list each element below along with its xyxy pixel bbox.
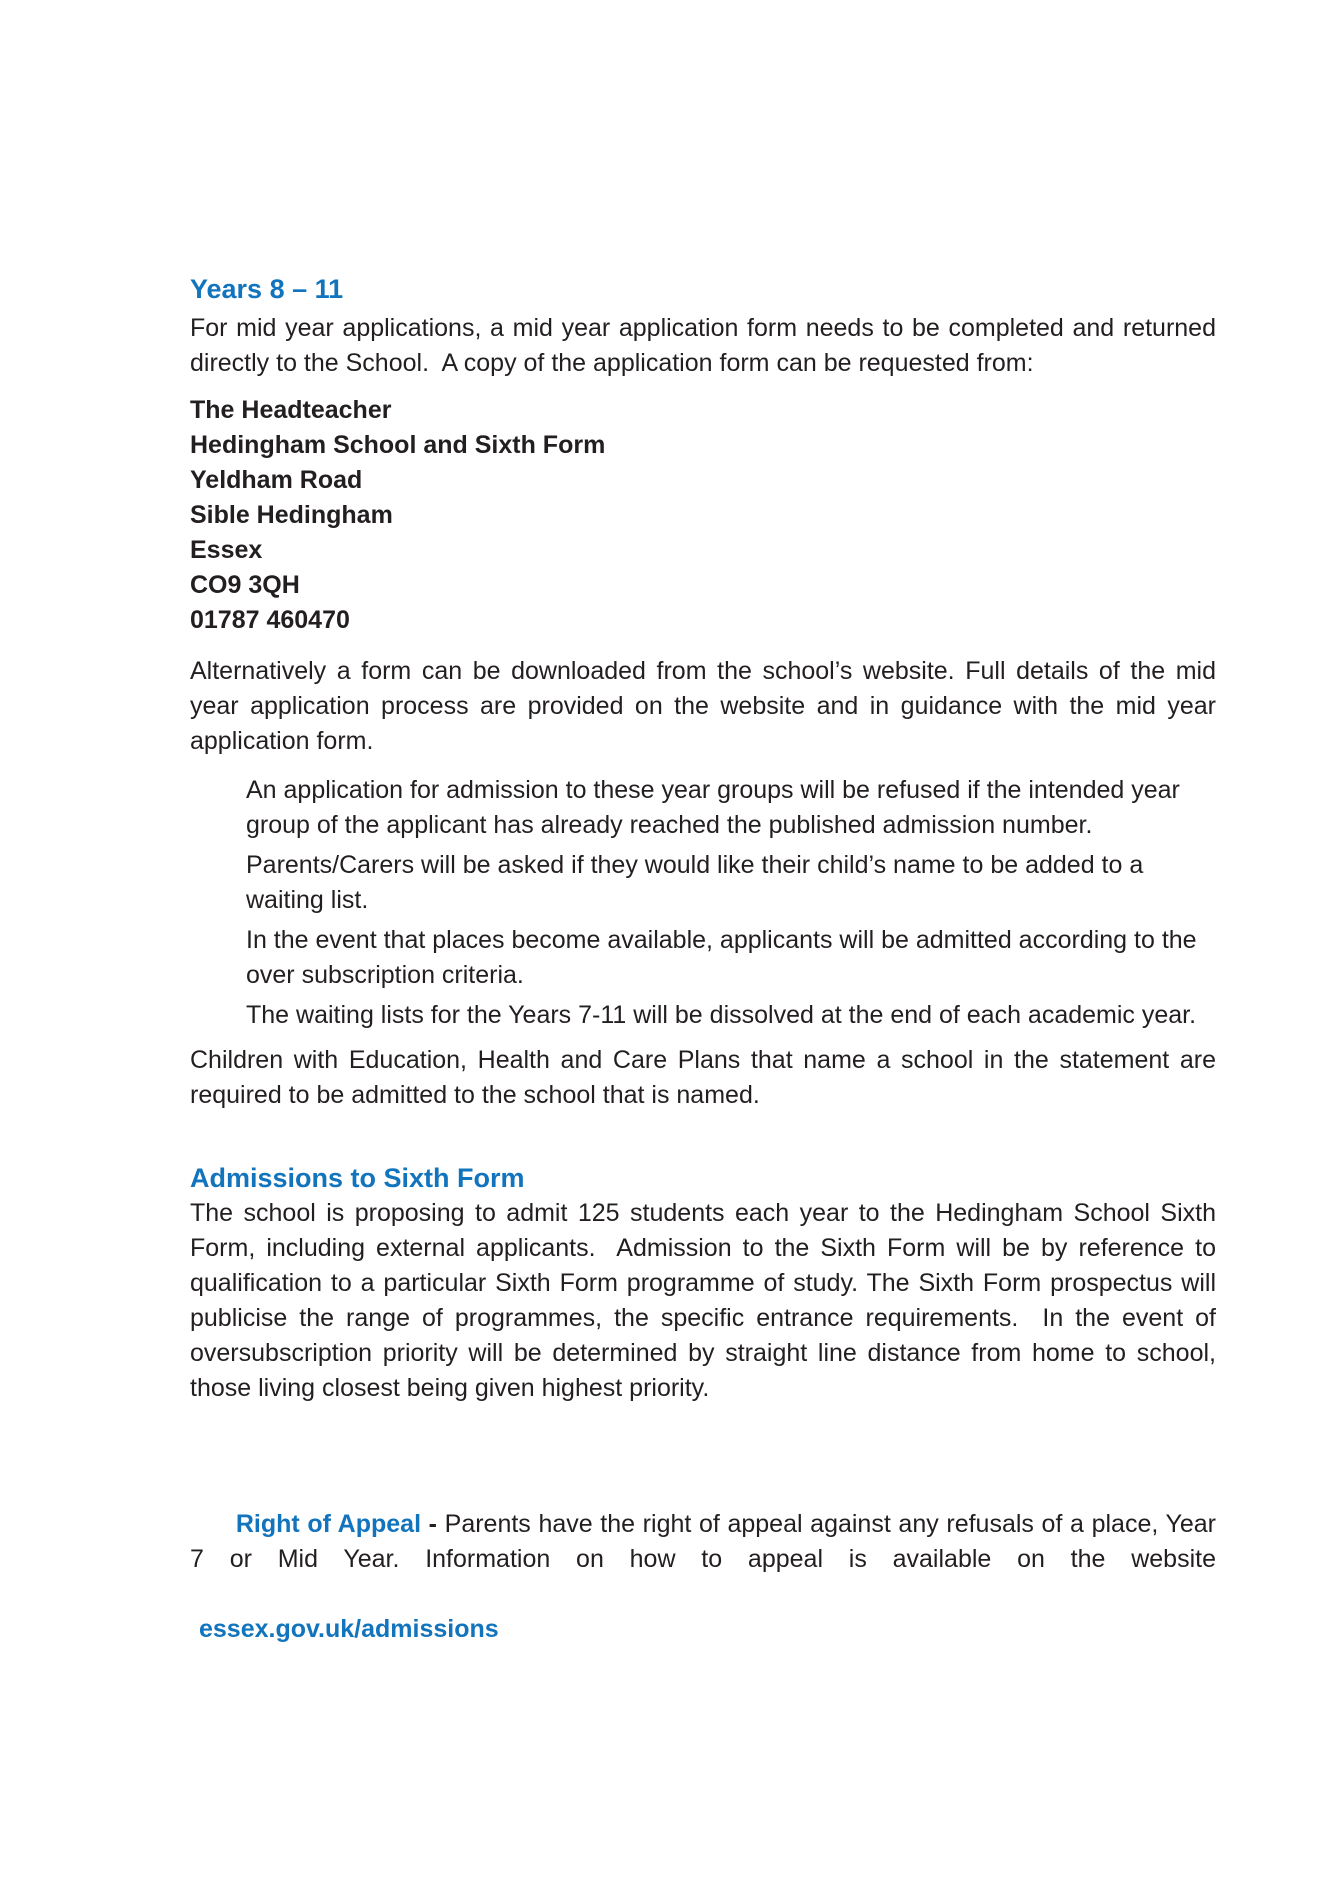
ehc-plans-paragraph: Children with Education, Health and Care Plans that name a school in the statement are required to be admitted to the school that is named. (190, 1046, 1223, 1109)
appeal-body-text: Parents have the right of appeal against any refusals of a place, Year 7 or Mid Year. Information on how to appeal is available on the website (190, 1510, 1223, 1573)
list-item-places-available: In the event that places become available, applicants will be admitted according to the over subscription criteria. (246, 926, 1204, 989)
address-line-headteacher: The Headteacher (190, 396, 392, 424)
address-line-school: Hedingham School and Sixth Form (190, 431, 606, 459)
right-of-appeal-paragraph (190, 1472, 1223, 1612)
right-of-appeal-label: Right of Appeal (235, 1510, 422, 1538)
address-line-town: Sible Hedingham (190, 501, 393, 529)
address-line-road: Yeldham Road (190, 466, 363, 494)
list-item-waiting-list: Parents/Carers will be asked if they would like their child’s name to be added to a waiting list. (246, 851, 1151, 914)
list-item-refusal: An application for admission to these year groups will be refused if the intended year group of the applicant has already reached the published admission number. (246, 776, 1187, 839)
address-line-postcode: CO9 3QH (190, 571, 300, 599)
page-content (190, 272, 1223, 1647)
mid-year-intro-paragraph: For mid year applications, a mid year application form needs to be completed and returned directly to the School. A copy of the application form can be requested from: (190, 314, 1223, 377)
heading-years-8-11: Years 8 – 11 (190, 274, 344, 304)
heading-admissions-sixth-form: Admissions to Sixth Form (190, 1163, 525, 1193)
admissions-website-link[interactable]: essex.gov.uk/admissions (199, 1615, 499, 1643)
list-item-lists-dissolved: The waiting lists for the Years 7-11 will be dissolved at the end of each academic year. (246, 1001, 1197, 1029)
alternative-form-paragraph: Alternatively a form can be downloaded from the school’s website. Full details of the mid year application process are provided on the website and in guidance with the mid year application form. (190, 657, 1223, 755)
appeal-separator: - (421, 1510, 445, 1538)
address-line-county: Essex (190, 536, 263, 564)
mid-year-notes-list (190, 773, 1216, 1033)
school-address-block (190, 393, 1216, 638)
sixth-form-paragraph: The school is proposing to admit 125 students each year to the Hedingham School Sixth Form, including external applicants. Admission to the Sixth Form will be by reference to qualification to a particular Sixth Form programme of study. The Sixth Form prospectus will publicise the range of programmes, the specific entrance requirements. In the event of oversubscription priority will be determined by straight line distance from home to school, those living closest being given highest priority. (190, 1199, 1223, 1402)
address-line-phone: 01787 460470 (190, 606, 350, 634)
